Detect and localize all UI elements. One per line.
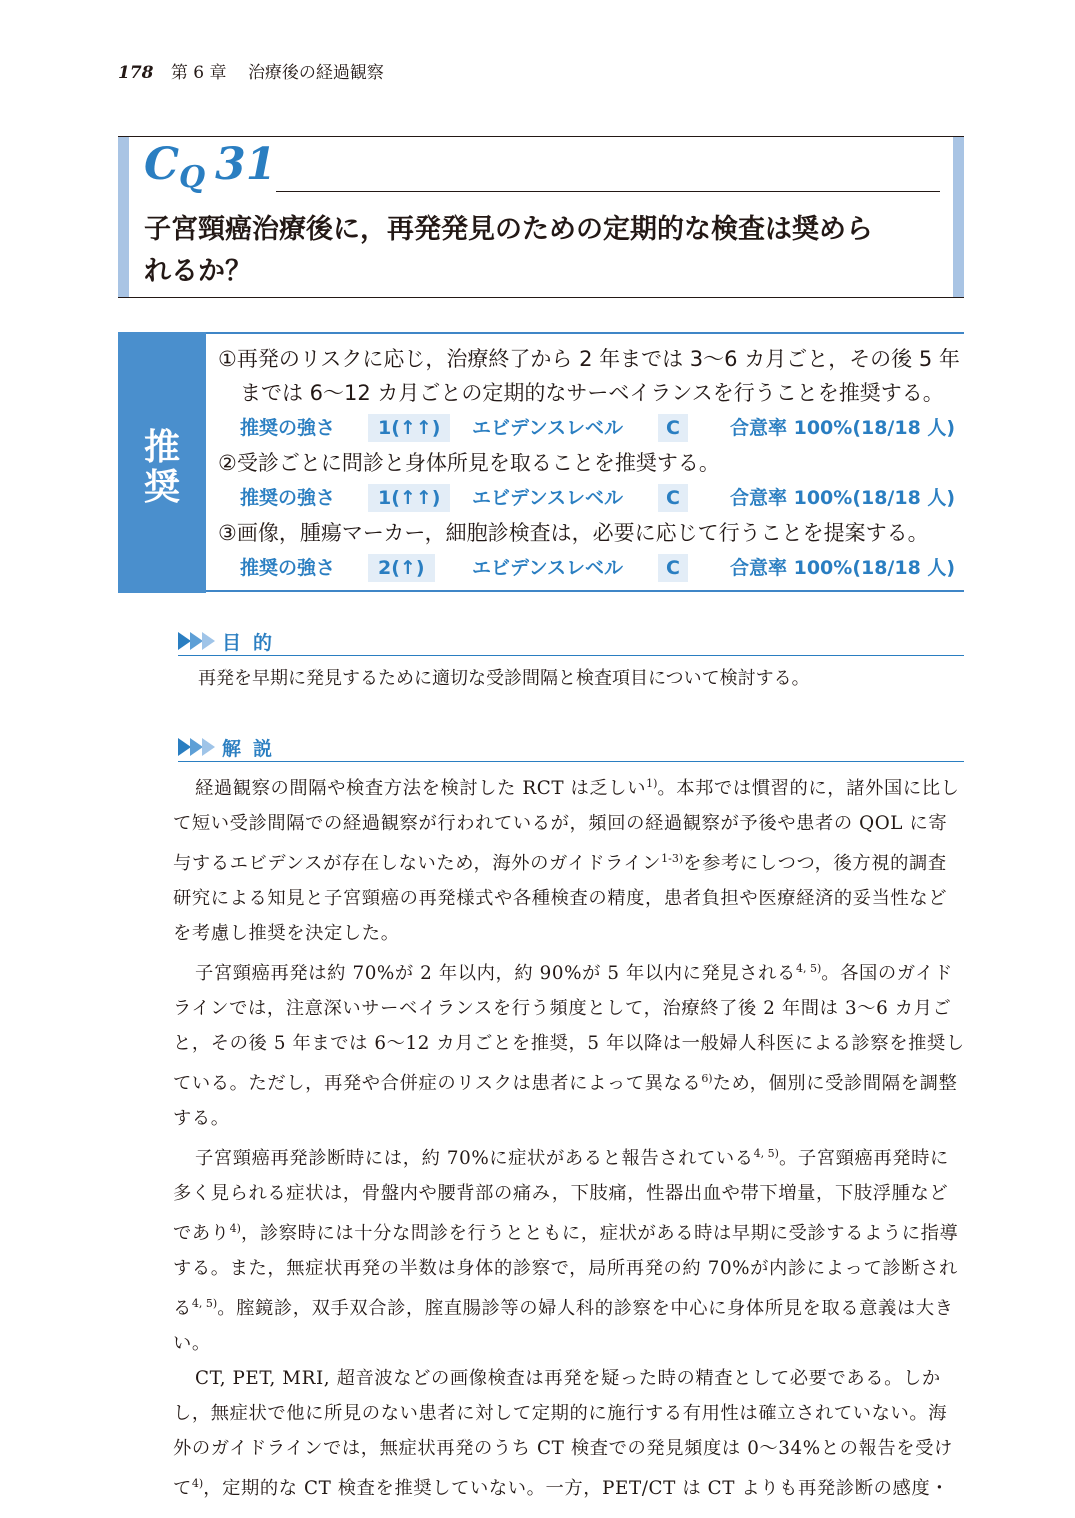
paragraph-2: 子宮頸癌再発は約 70%が 2 年以内，約 90%が 5 年以内に発見される$^{4, 5)}$。各国のガイドラインでは，注意深いサーベイランスを行う頻度として，治療終了後 2 年間は 3〜6 カ月ごと，その後 5 年までは 6〜12 カ月ごとを推奨，5 年以降は一般婦人科医による診察を推奨している。ただし，再発や合併症のリスクは患者によって異なる$^{6)}$ため，個別に受診間隔を調整する。: [173, 962, 965, 1129]
evidence-value: C: [658, 554, 688, 582]
commentary-title: 解説: [222, 738, 285, 760]
running-head: [118, 58, 384, 83]
consensus-rate: 合意率 100%(18/18 人): [730, 487, 956, 509]
strength-label: 推奨の強さ: [240, 487, 336, 509]
cq-left-bar: [118, 137, 129, 297]
strength-label: 推奨の強さ: [240, 557, 336, 579]
paragraph-3: 子宮頸癌再発診断時には，約 70%に症状があると報告されている$^{4, 5)}$。子宮頸癌再発時に多く見られる症状は，骨盤内や腰背部の痛み，下肢痛，性器出血や帯下増量，下肢浮腫などであり$^{4)}$，診察時には十分な問診を行うとともに，症状がある時は早期に受診するように指導する。また，無症状再発の半数は身体的診察で，局所再発の約 70%が内診によって診断される$^{4, 5)}$。腟鏡診，双手双合診，腟直腸診等の婦人科的診察を中心に身体所見を取る意義は大きい。: [173, 1147, 959, 1354]
commentary-body: [173, 766, 965, 1506]
rec-item-1-line-1: ①再発のリスクに応じ，治療終了から 2 年までは 3〜6 カ月ごと，その後 5 年: [218, 347, 960, 371]
purpose-title: 目的: [222, 632, 285, 654]
consensus-rate: 合意率 100%(18/18 人): [730, 557, 956, 579]
commentary-heading: [178, 734, 964, 762]
clinical-question-box: [118, 136, 964, 298]
recommendation-body: [218, 342, 964, 586]
purpose-heading: [178, 628, 964, 656]
reference: 4, 5): [191, 1297, 218, 1310]
recommendation-box: [118, 332, 964, 592]
evidence-label: エビデンスレベル: [472, 557, 624, 579]
evidence-value: C: [658, 484, 688, 512]
strength-value: 2(↑): [368, 554, 435, 582]
consensus-rate: 合意率 100%(18/18 人): [730, 417, 956, 439]
chapter-number: 第 6 章: [170, 63, 227, 83]
evidence-label: エビデンスレベル: [472, 487, 624, 509]
chapter-title: 治療後の経過観察: [247, 63, 384, 83]
cq-letter-c: C: [144, 139, 180, 190]
side-label-char-1: 推: [143, 426, 180, 468]
recommendation-side-label: [140, 428, 184, 508]
reference: 4): [191, 1477, 204, 1490]
cq-number: 31: [215, 139, 277, 190]
reference: 4, 5): [753, 1147, 779, 1160]
purpose-text: 再発を早期に発見するために適切な受診間隔と検査項目について検討する。: [198, 668, 810, 689]
side-label-char-2: 奨: [143, 466, 180, 508]
reference: 4, 5): [795, 962, 822, 975]
triple-arrow-icon: [178, 632, 218, 650]
strength-value: 1(↑↑): [368, 484, 450, 512]
evidence-label: エビデンスレベル: [472, 417, 624, 439]
cq-label: [144, 139, 277, 195]
paragraph-1: 経過観察の間隔や検査方法を検討した RCT は乏しい$^{1)}$。本邦では慣習的に，諸外国に比して短い受診間隔での経過観察が行われているが，頻回の経過観察が予後や患者の QOL に寄与するエビデンスが存在しないため，海外のガイドライン$^{1-3)}$を参考にしつつ，後方視的調査研究による知見と子宮頸癌の再発様式や各種検査の精度，患者負担や医療経済的妥当性などを考慮し推奨を決定した。: [173, 777, 960, 944]
reference: 4): [229, 1222, 241, 1235]
cq-rule: [276, 191, 940, 192]
rec-item-3-grade: [218, 550, 964, 586]
recommendation-side-band: [118, 332, 206, 593]
rec-item-3-line-1: ③画像，腫瘍マーカー，細胞診検査は，必要に応じて行うことを提案する。: [218, 521, 929, 545]
evidence-value: C: [658, 414, 688, 442]
cq-question-line-2: れるか？: [144, 256, 252, 287]
strength-value: 1(↑↑): [368, 414, 450, 442]
strength-label: 推奨の強さ: [240, 417, 336, 439]
reference: 1): [646, 777, 658, 790]
reference: 6): [701, 1072, 713, 1085]
cq-letter-q: Q: [179, 160, 206, 195]
rec-item-2-grade: [218, 480, 964, 516]
page-number: 178: [118, 63, 154, 83]
cq-question-line-1: 子宮頸癌治療後に，再発発見のための定期的な検査は奨めら: [144, 214, 873, 245]
triple-arrow-icon: [178, 738, 218, 756]
paragraph-4: CT, PET, MRI, 超音波などの画像検査は再発を疑った時の精査として必要である。しかし，無症状で他に所見のない患者に対して定期的に施行する有用性は確立されていない。海外のガイドラインでは，無症状再発のうち CT 検査での発見頻度は 0〜34%との報告を受けて$^{4)}$，定期的な CT 検査を推奨していない。一方，PET/CT は CT よりも再発診断の感度・: [173, 1368, 953, 1499]
cq-question: [144, 209, 934, 293]
reference: 1-3): [661, 852, 684, 865]
cq-right-bar: [953, 137, 964, 297]
rec-item-2-line-1: ②受診ごとに問診と身体所見を取ることを推奨する。: [218, 451, 720, 475]
rec-item-1-grade: [218, 410, 964, 446]
rec-item-1-line-2: までは 6〜12 カ月ごとの定期的なサーベイランスを行うことを推奨する。: [240, 381, 944, 405]
